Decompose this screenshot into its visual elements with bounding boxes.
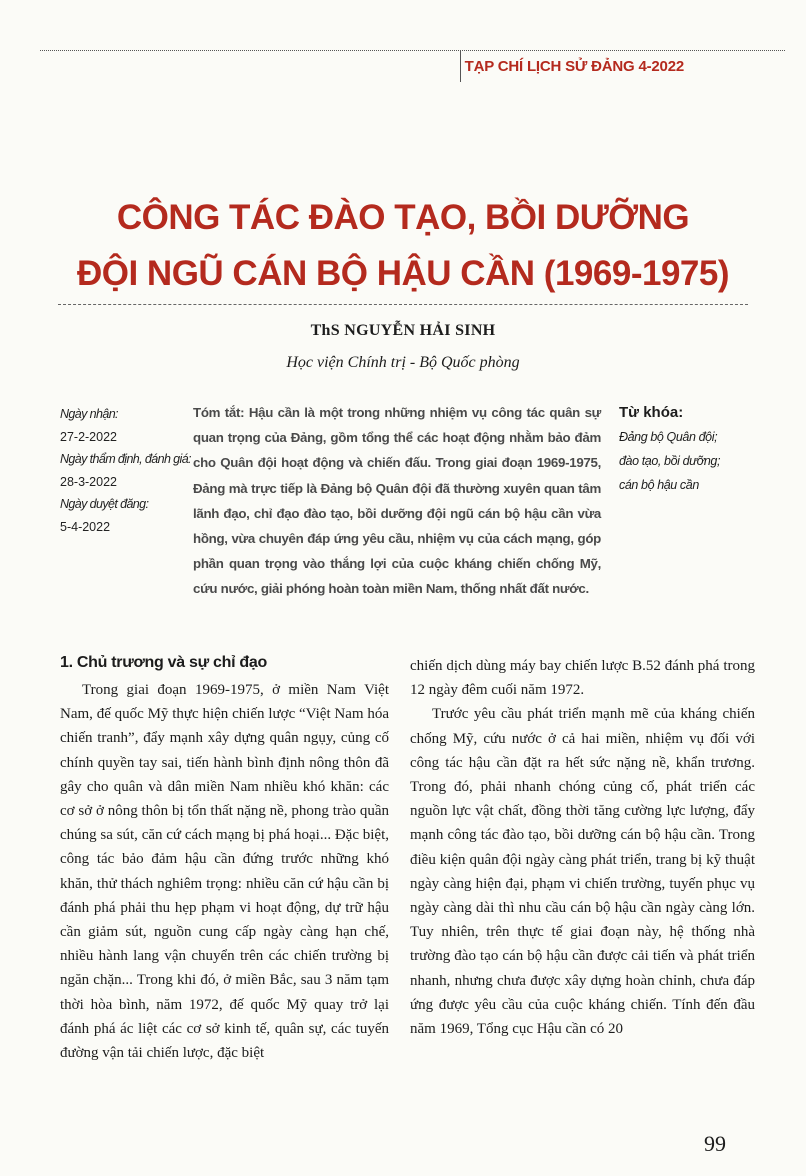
reviewed-label: Ngày thẩm định, đánh giá:: [60, 452, 191, 466]
accepted-label: Ngày duyệt đăng:: [60, 497, 149, 511]
received-date: 27-2-2022: [60, 429, 117, 444]
keyword-item: Đảng bộ Quân đội;: [619, 430, 718, 444]
header-rule: [40, 50, 785, 51]
accepted-date: 5-4-2022: [60, 519, 111, 534]
body-paragraph: Trong giai đoạn 1969-1975, ở miền Nam Việt Nam, đế quốc Mỹ thực hiện chiến lược “Việt Nam hóa chiến tranh”, đẩy mạnh xây dựng quân ngụy, củng cố chính quyền tay sai, tiến hành bình định nông thôn đã gây cho quân và dân miền Nam nhiều khó khăn: các cơ sở ở nông thôn bị tổn thất nặng nề, phong trào quần chúng sa sút, căn cứ cách mạng bị phá hoại... Đặc biệt, công tác bảo đảm hậu cần đứng trước những khó khăn, thử thách nghiêm trọng: nhiều căn cứ hậu cần bị đánh phá phải thu hẹp phạm vi hoạt động, dự trữ hậu cần giảm sút, nguồn cung cấp ngày càng hạn chế, nhiều hành lang vận chuyển trên các chiến trường bị ngăn chặn... Trong khi đó, ở miền Bắc, sau 3 năm tạm thời hòa bình, năm 1972, đế quốc Mỹ quay trở lại đánh phá ác liệt các cơ sở kinh tế, quân sự, các tuyến đường vận tải chiến lược, đặc biệt: [60, 682, 389, 1062]
header-divider: [460, 50, 461, 82]
keywords-heading: Từ khóa:: [619, 404, 684, 421]
author-name: ThS NGUYỄN HẢI SINH: [310, 322, 496, 339]
body-paragraph: Trước yêu cầu phát triển mạnh mẽ của kháng chiến chống Mỹ, cứu nước ở cả hai miền, nhiệm vụ đối với công tác hậu cần đặt ra hết sức nặng nề, khẩn trương. Trong đó, phải nhanh chóng củng cố, phát triển các nguồn lực vật chất, đồng thời tăng cường lực lượng, đẩy mạnh công tác đào tạo, bồi dưỡng cán bộ hậu cần. Trong điều kiện quân đội ngày càng phát triển, trang bị kỹ thuật ngày càng hiện đại, phạm vi chiến trường, tuyến phục vụ ngày càng dài thì nhu cầu cán bộ hậu cần ngày càng lớn. Tuy nhiên, trên thực tế giai đoạn này, hệ thống nhà trường đào tạo cán bộ hậu cần được cải tiến và phát triển nhanh, nhưng chưa được xây dựng hoàn chỉnh, chưa đáp ứng được yêu cầu của cuộc kháng chiến. Tính đến đầu năm 1969, Tổng cục Hậu cần có 20: [410, 706, 755, 1038]
section-heading: 1. Chủ trương và sự chỉ đạo: [60, 654, 267, 671]
body-column-right: [410, 654, 755, 1041]
keyword-item: cán bộ hậu cần: [619, 478, 699, 492]
article-title: [0, 190, 806, 302]
page-number: 99: [704, 1131, 726, 1156]
received-label: Ngày nhận:: [60, 407, 118, 421]
article-dates: [60, 403, 200, 538]
abstract: Tóm tắt: Hậu cần là một trong những nhiệm vụ công tác quân sự quan trọng của Đảng, gồm tổng thể các hoạt động nhằm bảo đảm cho Quân đội hoạt động và chiến đấu. Trong giai đoạn 1969-1975, Đảng mà trực tiếp là Đảng bộ Quân đội đã thường xuyên quan tâm lãnh đạo, chỉ đạo đào tạo, bồi dưỡng đội ngũ cán bộ hậu cần vừa hồng, vừa chuyên đáp ứng yêu cầu, nhiệm vụ của cách mạng, góp phần quan trọng vào thắng lợi của cuộc kháng chiến chống Mỹ, cứu nước, giải phóng hoàn toàn miền Nam, thống nhất đất nước.: [193, 405, 601, 597]
title-line-2: ĐỘI NGŨ CÁN BỘ HẬU CẦN (1969-1975): [76, 254, 730, 293]
title-line-1: CÔNG TÁC ĐÀO TẠO, BỒI DƯỠNG: [116, 198, 690, 237]
author-affiliation: Học viện Chính trị - Bộ Quốc phòng: [286, 354, 520, 371]
body-column-left: [60, 652, 389, 1065]
body-paragraph-continued: chiến dịch dùng máy bay chiến lược B.52 đánh phá trong 12 ngày đêm cuối năm 1972.: [410, 658, 755, 699]
journal-name: TẠP CHÍ LỊCH SỬ ĐẢNG 4-2022: [464, 58, 684, 75]
reviewed-date: 28-3-2022: [60, 474, 117, 489]
keyword-item: đào tạo, bồi dưỡng;: [619, 454, 721, 468]
keywords: [619, 400, 769, 497]
title-rule: [58, 304, 748, 305]
